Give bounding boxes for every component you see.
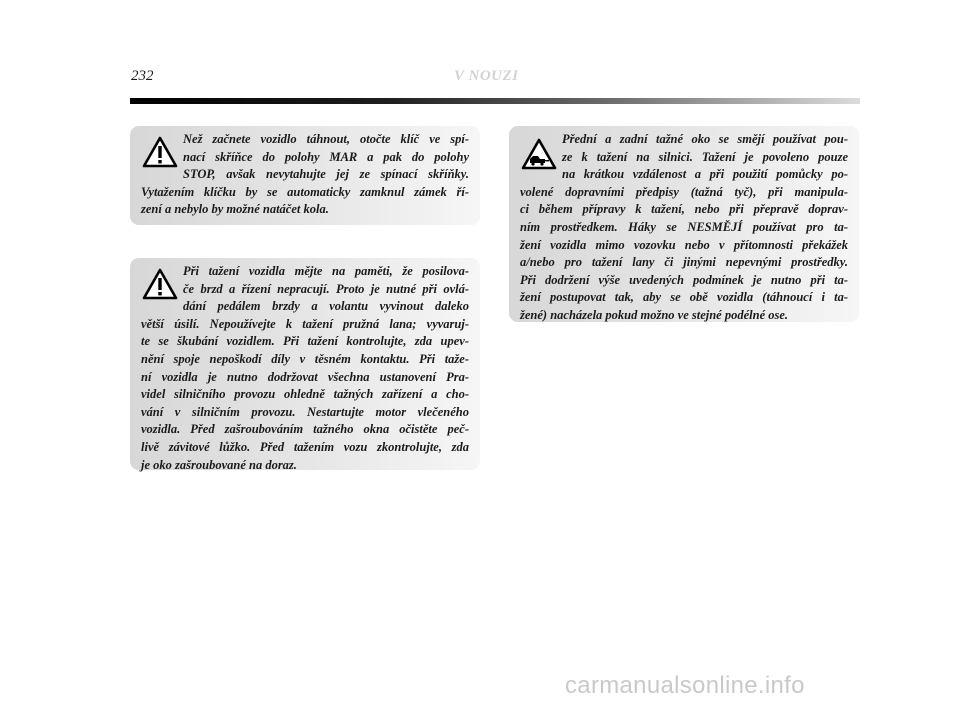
text-line: Přední a zadní tažné oko se smějí používat pou-: [562, 132, 848, 146]
text-line: ním prostředkem. Háky se NESMĚJÍ používat pro ta-: [520, 219, 848, 234]
text-line: STOP, avšak nevytahujte jej ze spínací skříňky.: [183, 167, 469, 182]
text-line: ze k tažení na silnici. Tažení je povoleno pouze: [562, 149, 848, 164]
text-line: žení vozidla mimo vozovku nebo v přítomnosti překážek: [520, 237, 848, 252]
text-line: větší úsilí. Nepoužívejte k tažení pružná lana; vyvaruj-: [141, 316, 469, 331]
text-line: nací skříňce do polohy MAR a pak do polohy: [183, 149, 469, 164]
text-line: dání pedálem brzdy a volantu vyvinout daleko: [183, 299, 469, 314]
warning-text: [141, 263, 469, 474]
text-line: žené) nacházela pokud možno ve stejné podélné ose.: [520, 307, 789, 322]
text-line: a/nebo pro tažení lany či jinými nepevnými prostředky.: [520, 255, 848, 270]
text-line: vání v silničním provozu. Nestartujte motor vlečeného: [141, 404, 469, 419]
warning-triangle-icon: [142, 268, 178, 300]
text-line: če brzd a řízení nepracují. Proto je nutné při ovlá-: [183, 281, 469, 296]
text-line: nění spoje nepoškodí díly v těsném kontaktu. Při taže-: [141, 351, 469, 366]
text-line: ci během přípravy k tažení, nebo při přepravě doprav-: [520, 202, 848, 217]
header-rule: [130, 98, 860, 104]
text-line: Při dodržení výše uvedených podmínek je nutno při ta-: [520, 272, 848, 287]
text-line: Při tažení vozidla mějte na paměti, že posilova-: [183, 264, 469, 278]
section-title: V NOUZI: [454, 68, 519, 84]
warning-box-tow-hooks: [509, 126, 859, 322]
text-line: na krátkou vzdálenost a při použití pomůcky po-: [562, 167, 848, 182]
text-line: je oko zašroubované na doraz.: [141, 457, 297, 472]
text-line: te se škubání vozidlem. Při tažení kontrolujte, zda upev-: [141, 334, 469, 349]
warning-box-ignition: [130, 126, 480, 225]
page-number: 232: [131, 68, 154, 84]
text-line: videl silničního provozu ohledně tažných zařízení a cho-: [141, 387, 469, 402]
watermark: carmanualsonline.info: [565, 672, 805, 699]
warning-text: [141, 131, 469, 219]
text-line: žení postupovat tak, aby se obě vozidla (táhnoucí i ta-: [520, 290, 848, 305]
text-line: livě závitové lůžko. Před tažením vozu zkontrolujte, zda: [141, 439, 469, 454]
warning-triangle-icon: [142, 136, 178, 168]
warning-box-towing-effort: [130, 258, 480, 470]
text-line: ní vozidla je nutno dodržovat všechna ustanovení Pra-: [141, 369, 469, 384]
towing-warning-icon: [521, 138, 557, 170]
text-line: volené dopravními předpisy (tažná tyč), při manipula-: [520, 184, 848, 199]
text-line: vozidla. Před zašroubováním tažného okna očistěte peč-: [141, 422, 469, 437]
text-line: Než začnete vozidlo táhnout, otočte klíč ve spí-: [183, 132, 469, 146]
text-line: zení a nebylo by možné natáčet kola.: [141, 202, 329, 217]
text-line: Vytažením klíčku by se automaticky zamknul zámek ří-: [141, 184, 469, 199]
warning-text: [520, 131, 848, 325]
